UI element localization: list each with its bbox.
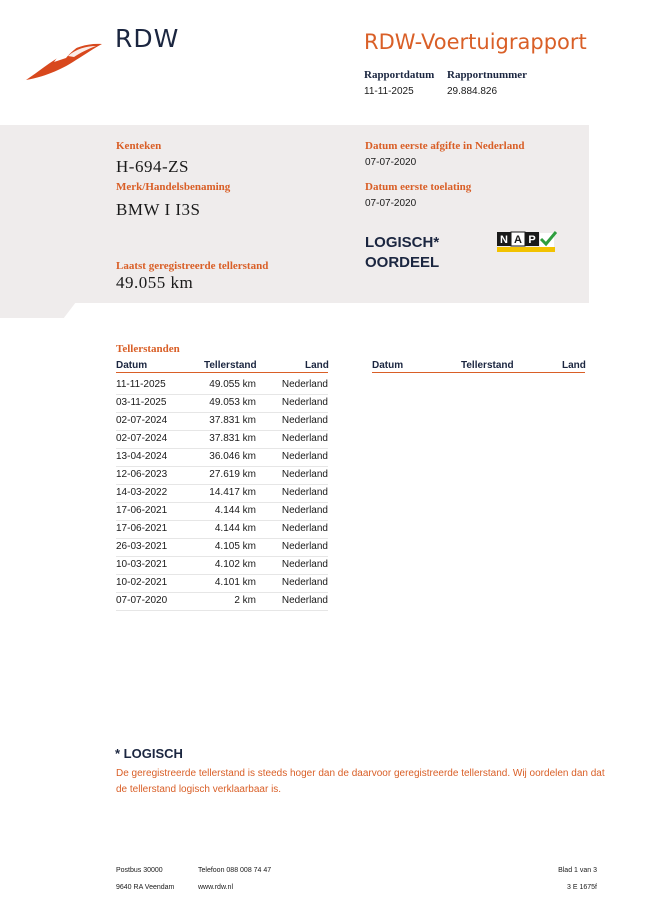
col-header-country: Land <box>305 360 329 371</box>
cell-country: Nederland <box>281 541 328 552</box>
footnote-text: De geregistreerde tellerstand is steeds hoger dan de daarvoor geregistreerde tellerstand. Wij oordelen dan dat de tellerstand logisch verklaarbaar is. <box>116 768 605 795</box>
cell-date: 07-07-2020 <box>116 595 168 606</box>
cell-date: 02-07-2024 <box>116 433 168 444</box>
cell-date: 26-03-2021 <box>116 541 168 552</box>
cell-reading: 49.055 km <box>209 379 256 390</box>
cell-date: 10-02-2021 <box>116 577 168 588</box>
cell-date: 17-06-2021 <box>116 523 168 534</box>
cell-country: Nederland <box>281 487 328 498</box>
verdict-line-1: LOGISCH* <box>365 234 440 251</box>
cell-reading: 4.144 km <box>214 523 256 534</box>
cell-country: Nederland <box>281 379 328 390</box>
cell-country: Nederland <box>281 559 328 570</box>
first-admission-value: 07-07-2020 <box>365 198 417 209</box>
panel-tab-decoration <box>0 302 76 318</box>
nap-letter-n: N <box>500 234 508 246</box>
cell-reading: 27.619 km <box>209 469 256 480</box>
table-row <box>116 484 328 503</box>
plate-value: H-694-ZS <box>116 157 189 176</box>
cell-reading: 49.053 km <box>209 397 256 408</box>
table-row <box>116 376 328 395</box>
footer-phone: Telefoon 088 008 74 47 <box>198 867 272 874</box>
odometer-history-title: Tellerstanden <box>116 343 180 355</box>
cell-date: 12-06-2023 <box>116 469 168 480</box>
table-row <box>116 574 328 593</box>
plate-label: Kenteken <box>116 140 162 152</box>
cell-country: Nederland <box>281 505 328 516</box>
footer-code: 3 E 1675f <box>567 884 597 891</box>
cell-date: 11-11-2025 <box>116 379 166 390</box>
report-number-label: Rapportnummer <box>447 69 528 81</box>
cell-reading: 2 km <box>234 595 256 606</box>
report-date: 11-11-2025 <box>364 86 414 97</box>
first-nl-value: 07-07-2020 <box>365 157 417 168</box>
cell-reading: 4.105 km <box>214 541 256 552</box>
cell-country: Nederland <box>281 397 328 408</box>
cell-reading: 14.417 km <box>209 487 256 498</box>
header-rule <box>116 372 328 373</box>
cell-reading: 4.101 km <box>214 577 256 588</box>
rdw-logo-icon <box>24 38 104 82</box>
odometer-label: Laatst geregistreerde tellerstand <box>116 260 269 272</box>
first-admission-label: Datum eerste toelating <box>365 181 472 193</box>
table-row <box>116 556 328 575</box>
col-header-country-right: Land <box>562 360 586 371</box>
cell-country: Nederland <box>281 433 328 444</box>
col-header-reading: Tellerstand <box>204 360 257 371</box>
footer-page: Blad 1 van 3 <box>558 867 597 874</box>
col-header-reading-right: Tellerstand <box>461 360 514 371</box>
cell-reading: 36.046 km <box>209 451 256 462</box>
verdict <box>365 233 439 273</box>
footer-city: 9640 RA Veendam <box>116 884 175 891</box>
cell-reading: 37.831 km <box>209 433 256 444</box>
cell-country: Nederland <box>281 595 328 606</box>
brand-value: BMW I I3S <box>116 200 201 219</box>
cell-date: 14-03-2022 <box>116 487 168 498</box>
report-title: RDW-Voertuigrapport <box>364 30 587 54</box>
cell-date: 17-06-2021 <box>116 505 168 516</box>
logo-text: RDW <box>115 24 180 53</box>
table-row <box>116 502 328 521</box>
cell-country: Nederland <box>281 523 328 534</box>
footer-web[interactable]: www.rdw.nl <box>198 884 234 891</box>
nap-badge <box>497 230 557 254</box>
report-number: 29.884.826 <box>447 86 498 97</box>
cell-date: 02-07-2024 <box>116 415 168 426</box>
cell-reading: 4.144 km <box>214 505 256 516</box>
cell-country: Nederland <box>281 577 328 588</box>
cell-country: Nederland <box>281 451 328 462</box>
table-row <box>116 592 328 611</box>
cell-reading: 4.102 km <box>214 559 256 570</box>
table-row <box>116 412 328 431</box>
verdict-line-2: OORDEEL <box>365 254 440 271</box>
report-date-label: Rapportdatum <box>364 69 435 81</box>
nap-letter-a: A <box>514 234 522 246</box>
table-row <box>116 448 328 467</box>
cell-date: 13-04-2024 <box>116 451 168 462</box>
brand-label: Merk/Handelsbenaming <box>116 181 231 193</box>
odometer-value: 49.055 km <box>116 273 194 292</box>
table-row <box>116 394 328 413</box>
table-row <box>116 538 328 557</box>
first-nl-label: Datum eerste afgifte in Nederland <box>365 140 525 152</box>
col-header-date: Datum <box>116 360 148 371</box>
cell-date: 10-03-2021 <box>116 559 168 570</box>
footnote-title: * LOGISCH <box>115 746 183 761</box>
nap-letter-p: P <box>528 234 536 246</box>
table-row <box>116 466 328 485</box>
header-rule-right <box>372 372 585 373</box>
cell-reading: 37.831 km <box>209 415 256 426</box>
table-row <box>116 520 328 539</box>
cell-date: 03-11-2025 <box>116 397 167 408</box>
cell-country: Nederland <box>281 469 328 480</box>
footer-postbus: Postbus 30000 <box>116 867 163 874</box>
cell-country: Nederland <box>281 415 328 426</box>
col-header-date-right: Datum <box>372 360 404 371</box>
table-row <box>116 430 328 449</box>
